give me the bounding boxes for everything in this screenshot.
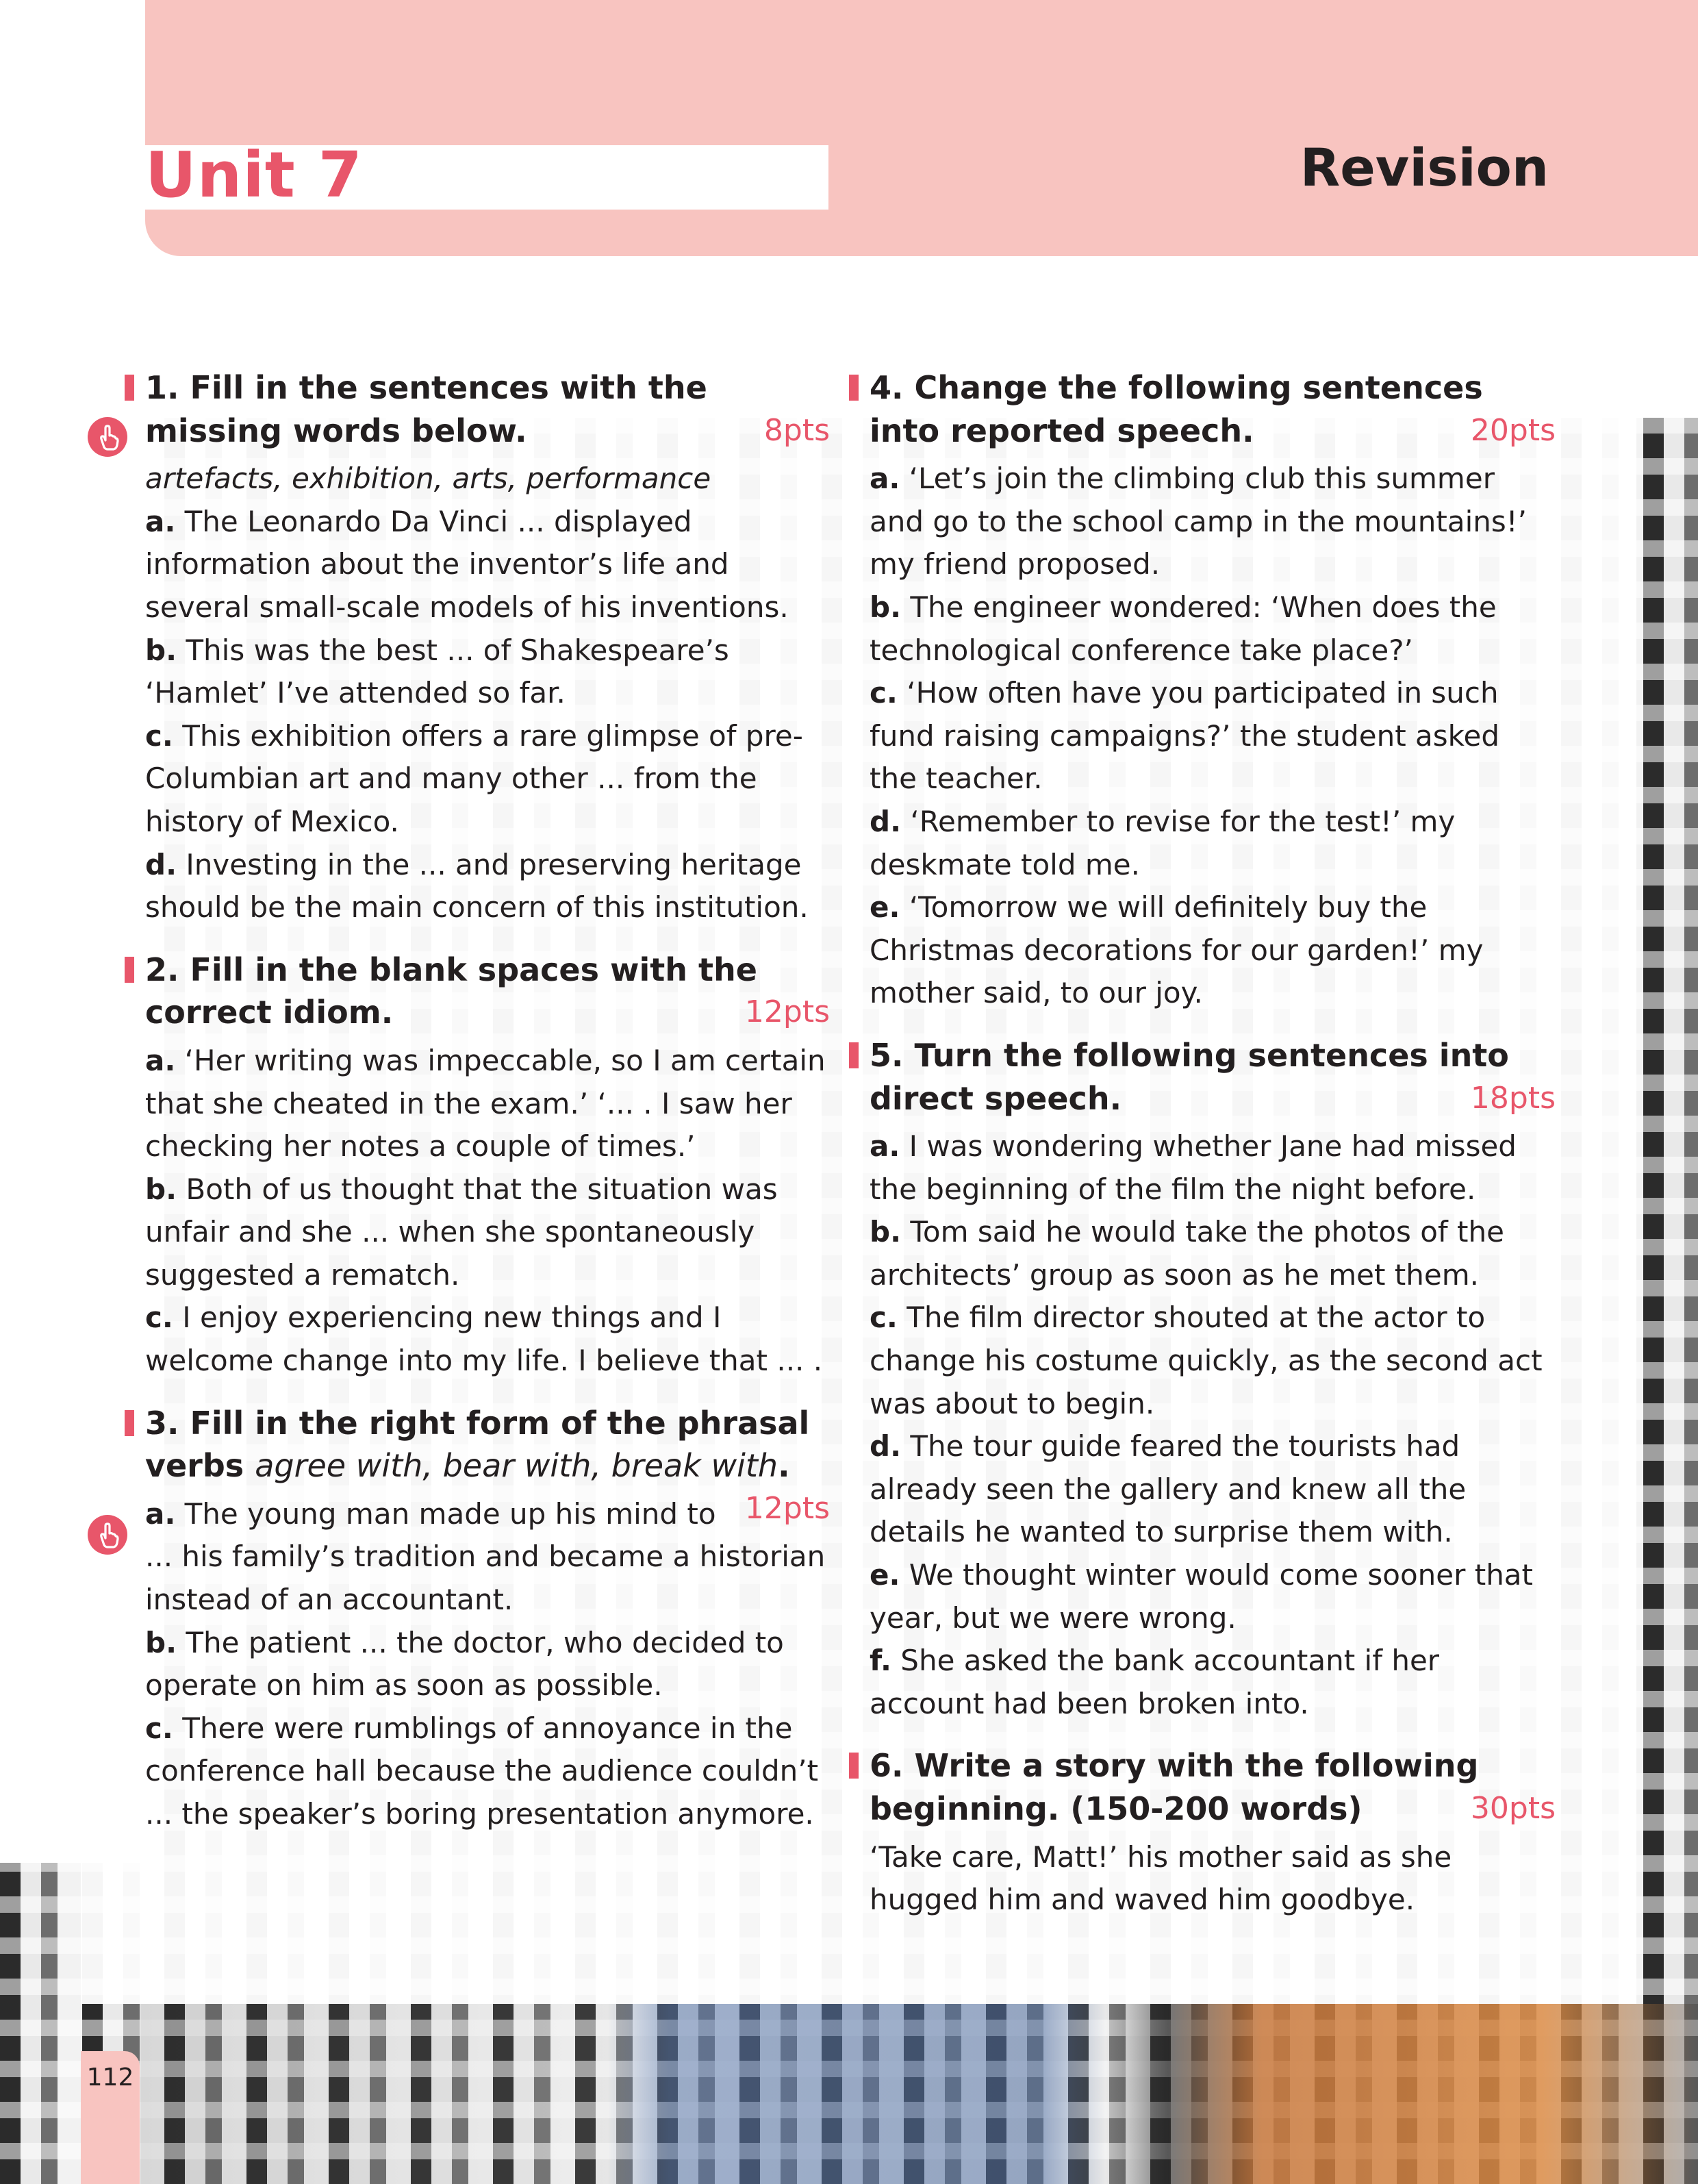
exercise-heading: [145, 366, 830, 452]
heading-marker: [125, 1410, 134, 1436]
exercise-points: 30pts: [1470, 1791, 1556, 1826]
exercise-heading: [870, 1034, 1556, 1120]
exercise-title: 4. Change the following sentences into reported speech.: [870, 369, 1483, 449]
list-item: d. The tour guide feared the tourists had already seen the gallery and knew all the details he wanted to surprise them with.: [870, 1429, 1467, 1549]
list-item: c. This exhibition offers a rare glimpse of pre-Columbian art and many other ... from the history of Mexico.: [145, 718, 803, 838]
list-item: a. The Leonardo Da Vinci ... displayed information about the inventor’s life and several small-scale models of his inventions.: [145, 504, 789, 624]
list-item: e. We thought winter would come sooner that year, but we were wrong.: [870, 1558, 1534, 1635]
exercise-title: 6. Write a story with the following beginning. (150-200 words): [870, 1747, 1479, 1827]
exercise-title-verbs: agree with, bear with, break with: [255, 1447, 778, 1485]
list-item: a. ‘Her writing was impeccable, so I am certain that she cheated in the exam.’ ‘... . I saw her checking her notes a couple of times.’: [145, 1043, 826, 1164]
heading-marker: [849, 375, 859, 401]
list-item: d. Investing in the ... and preserving heritage should be the main concern of this institution.: [145, 847, 809, 925]
exercise-points: 8pts: [763, 412, 830, 448]
list-item: b. The engineer wondered: ‘When does the technological conference take place?’: [870, 590, 1497, 667]
list-item: e. ‘Tomorrow we will definitely buy the Christmas decorations for our garden!’ my mother said, to our joy.: [870, 890, 1484, 1010]
heading-marker: [849, 1042, 859, 1068]
heading-marker: [849, 1753, 859, 1779]
exercise-title: 5. Turn the following sentences into direct speech.: [870, 1036, 1509, 1117]
story-beginning: ‘Take care, Matt!’ his mother said as she hugged him and waved him goodbye.: [870, 1840, 1452, 1917]
list-item: b. This was the best ... of Shakespeare’s ‘Hamlet’ I’ve attended so far.: [145, 633, 729, 710]
exercise-points: 12pts: [744, 994, 830, 1030]
exercise-3: [145, 1402, 830, 1836]
heading-marker: [125, 957, 134, 983]
exercise-2: [145, 949, 830, 1383]
list-item: b. The patient ... the doctor, who decided to operate on him as soon as possible.: [145, 1625, 784, 1703]
list-item: d. ‘Remember to revise for the test!’ my deskmate told me.: [870, 804, 1456, 881]
exercise-title: 2. Fill in the blank spaces with the correct idiom.: [145, 951, 757, 1031]
page-number: 112: [86, 2063, 134, 2092]
unit-title: Unit 7: [145, 138, 363, 212]
list-item: a. I was wondering whether Jane had missed the beginning of the film the night before.: [870, 1129, 1517, 1206]
background-photo: [140, 2004, 1698, 2184]
exercise-title: 1. Fill in the sentences with the missing words below.: [145, 369, 707, 449]
exercise-title: 3. Fill in the right form of the phrasal verbs: [145, 1404, 810, 1485]
list-item: b. Both of us thought that the situation was unfair and she ... when she spontaneously suggested a rematch.: [145, 1172, 778, 1292]
list-item: f. She asked the bank accountant if her account had been broken into.: [870, 1644, 1440, 1720]
left-column: [145, 366, 830, 1855]
exercise-points: 20pts: [1470, 412, 1556, 448]
exercise-1: [145, 366, 830, 929]
heading-marker: [125, 375, 134, 401]
list-item: a. ‘Let’s join the climbing club this summer and go to the school camp in the mountains!’ my friend proposed.: [870, 462, 1527, 581]
list-item: c. ‘How often have you participated in such fund raising campaigns?’ the student asked the teacher.: [870, 676, 1499, 796]
list-item: a. The young man made up his mind to ... his family’s tradition and became a historian instead of an accountant.: [145, 1496, 826, 1617]
exercise-heading: [870, 366, 1556, 452]
exercise-heading: 3. Fill in the right form of the phrasal verbs agree with, bear with, break with. 12pts: [145, 1402, 830, 1488]
list-item: b. Tom said he would take the photos of the architects’ group as soon as he met them.: [870, 1215, 1504, 1292]
exercise-points: 18pts: [1470, 1080, 1556, 1116]
header-band: [145, 0, 1698, 256]
list-item: c. There were rumblings of annoyance in the conference hall because the audience couldn’t ... the speaker’s boring presentation anymore.: [145, 1711, 819, 1831]
exercise-points: 12pts: [744, 1490, 830, 1526]
exercise-4: [870, 366, 1556, 1015]
right-column: [870, 366, 1556, 1941]
touch-hand-icon[interactable]: [88, 417, 127, 457]
exercise-heading: [870, 1744, 1556, 1830]
touch-hand-icon[interactable]: [88, 1515, 127, 1555]
exercise-heading: [145, 949, 830, 1034]
word-list: artefacts, exhibition, arts, performance: [145, 462, 711, 496]
exercise-5: [870, 1034, 1556, 1726]
section-title: Revision: [1300, 137, 1549, 198]
exercise-6: [870, 1744, 1556, 1921]
list-item: c. The film director shouted at the actor to change his costume quickly, as the second act was about to begin.: [870, 1301, 1543, 1420]
list-item: c. I enjoy experiencing new things and I welcome change into my life. I believe that ... .: [145, 1301, 823, 1378]
